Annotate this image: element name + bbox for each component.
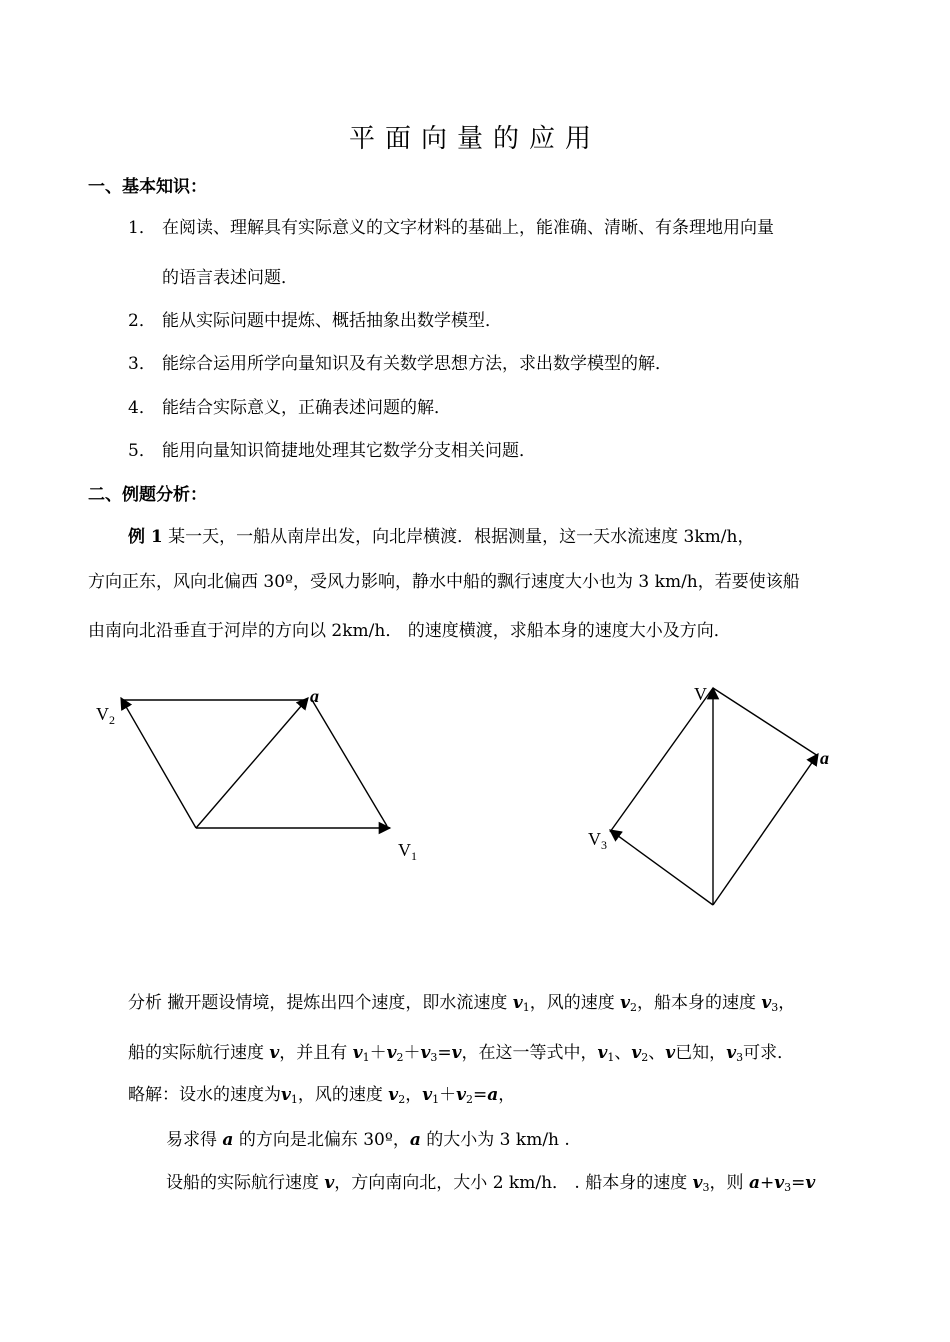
label-v2: $V_2$ <box>96 704 115 727</box>
vector-symbol: v <box>512 993 523 1013</box>
vector-symbol: v <box>456 1085 466 1105</box>
text: 略解：设水的速度为 <box>128 1085 281 1105</box>
vector-symbol: v <box>281 1085 291 1105</box>
separator: 、 <box>648 1043 666 1063</box>
text: ，则 <box>709 1173 749 1193</box>
item-text: 能从实际问题中提炼、概括抽象出数学模型． <box>162 311 502 331</box>
text: ，船本身的速度 <box>637 993 762 1013</box>
figure-2 <box>610 688 818 905</box>
text: ，风的速度 <box>529 993 621 1013</box>
text: 的方向是北偏东 30º， <box>233 1130 410 1150</box>
subscript: 3 <box>736 1051 744 1064</box>
operator: ＋ <box>403 1043 421 1063</box>
operator: = <box>791 1173 806 1193</box>
label-a: a <box>820 748 829 768</box>
text: ， <box>498 1085 516 1105</box>
parallelogram-right-edge <box>312 700 387 826</box>
list-item-continuation: 的语言表述问题． <box>162 268 298 288</box>
text: ，在这一等式中， <box>461 1043 598 1063</box>
vector-a-arrow <box>196 698 308 828</box>
vector-symbol: v <box>631 1043 642 1063</box>
vector-a-arrow <box>713 754 818 905</box>
vector-symbol: a <box>409 1130 421 1150</box>
item-number: 3． <box>128 354 156 374</box>
analysis-line <box>128 988 795 1013</box>
subscript: 2 <box>398 1093 406 1106</box>
subscript: 3 <box>702 1181 710 1194</box>
text: 可求． <box>743 1043 795 1063</box>
text: 的大小为 3 km/h . <box>420 1130 570 1150</box>
operator: = <box>437 1043 452 1063</box>
separator: 、 <box>614 1043 632 1063</box>
text: 易求得 <box>166 1130 223 1150</box>
subscript: 3 <box>430 1051 438 1064</box>
subscript: 1 <box>432 1093 440 1106</box>
item-text: 能结合实际意义，正确表述问题的解． <box>162 398 451 418</box>
text: ，风的速度 <box>297 1085 389 1105</box>
item-text: 在阅读、理解具有实际意义的文字材料的基础上，能准确、清晰、有条理地用向量 <box>162 218 774 238</box>
subscript: 2 <box>465 1093 473 1106</box>
analysis-line <box>128 1038 794 1063</box>
vector-symbol: v <box>620 993 630 1013</box>
vector-symbol: v <box>451 1043 462 1063</box>
vector-symbol: v <box>422 1085 433 1105</box>
subscript: 1 <box>362 1051 370 1064</box>
text: ，方向南向北，大小 2 km/h． . 船本身的速度 <box>334 1173 693 1193</box>
vector-symbol: v <box>665 1043 676 1063</box>
item-text: 能综合运用所学向量知识及有关数学思想方法，求出数学模型的解． <box>162 354 672 374</box>
subscript: 2 <box>630 1001 637 1014</box>
label-v: V <box>694 684 707 704</box>
item-text: 能用向量知识简捷地处理其它数学分支相关问题． <box>162 441 536 461</box>
subscript: 1 <box>290 1093 298 1106</box>
vector-symbol: v <box>774 1173 785 1193</box>
subscript: 3 <box>784 1181 792 1194</box>
subscript: 1 <box>607 1051 615 1064</box>
operator: + <box>759 1173 775 1193</box>
solution-line <box>166 1125 570 1150</box>
figure-1 <box>121 698 390 828</box>
vector-symbol: v <box>805 1173 816 1193</box>
solution-line <box>166 1168 815 1193</box>
item-number: 2． <box>128 311 156 331</box>
example-label: 例 1 <box>128 527 163 547</box>
vector-symbol: v <box>761 993 772 1013</box>
example-line: 由南向北沿垂直于河岸的方向以 2km/h． 的速度横渡，求船本身的速度大小及方向． <box>88 621 731 641</box>
vector-symbol: v <box>692 1173 703 1193</box>
example-text: 某一天，一船从南岸出发，向北岸横渡．根据测量，这一天水流速度 3km/h， <box>168 527 755 547</box>
vector-v3-arrow <box>610 830 713 905</box>
label-v3: $V_3$ <box>588 829 607 852</box>
label-v1: $V_1$ <box>398 840 417 863</box>
text: 船的实际航行速度 <box>128 1043 270 1063</box>
text: 分析 撇开题设情境，提炼出四个速度，即水流速度 <box>128 993 513 1013</box>
text: 已知， <box>675 1043 727 1063</box>
subscript: 3 <box>771 1001 779 1014</box>
subscript: 2 <box>641 1051 649 1064</box>
quadrilateral-top-right-edge <box>713 688 818 756</box>
operator: ＋ <box>439 1085 457 1105</box>
vector-symbol: v <box>726 1043 737 1063</box>
text: 设船的实际航行速度 <box>166 1173 325 1193</box>
item-number: 5． <box>128 441 156 461</box>
quadrilateral-top-left-edge <box>610 688 713 832</box>
vector-symbol: v <box>324 1173 335 1193</box>
text: ， <box>405 1085 423 1105</box>
vector-symbol: a <box>487 1085 499 1105</box>
item-number: 1． <box>128 218 156 238</box>
solution-line <box>128 1080 515 1105</box>
subscript: 2 <box>396 1051 404 1064</box>
vector-symbol: a <box>222 1130 234 1150</box>
vector-symbol: v <box>269 1043 280 1063</box>
vector-symbol: v <box>388 1085 399 1105</box>
subscript: 1 <box>522 1001 530 1014</box>
section-heading-basic-knowledge: 一、基本知识： <box>88 177 207 197</box>
vector-v2-arrow <box>121 698 196 828</box>
text: ，并且有 <box>279 1043 353 1063</box>
vector-symbol: v <box>597 1043 608 1063</box>
vector-symbol: v <box>352 1043 363 1063</box>
vector-symbol: v <box>386 1043 397 1063</box>
vector-symbol: a <box>748 1173 760 1193</box>
example-line: 方向正东，风向北偏西 30º，受风力影响，静水中船的飘行速度大小也为 3 km/h，若要使该船 <box>88 572 800 592</box>
operator: ＋ <box>369 1043 387 1063</box>
item-number: 4． <box>128 398 156 418</box>
text: ， <box>778 993 796 1013</box>
section-heading-examples: 二、例题分析： <box>88 485 207 505</box>
operator: = <box>472 1085 488 1105</box>
label-a: a <box>310 686 319 706</box>
page-title: 平面向量的应用 <box>348 124 601 154</box>
vector-symbol: v <box>420 1043 431 1063</box>
